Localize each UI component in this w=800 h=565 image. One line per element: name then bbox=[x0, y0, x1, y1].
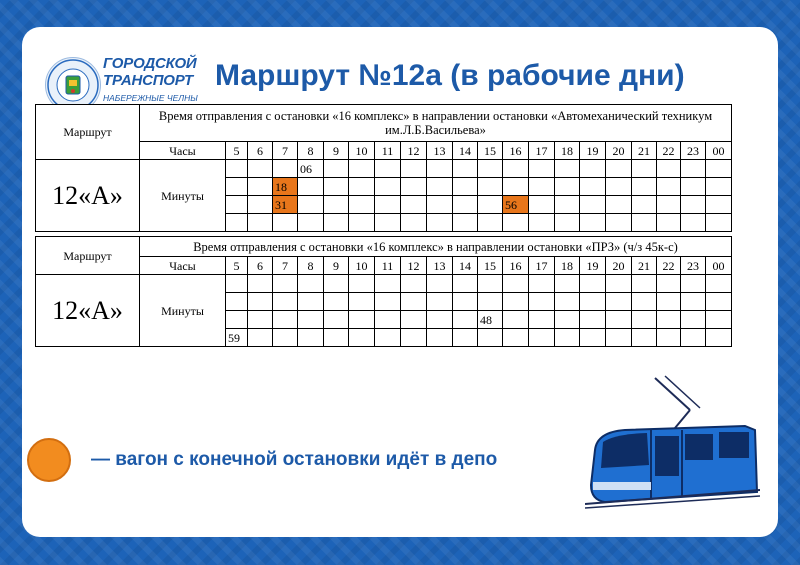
hour-cell: 11 bbox=[375, 142, 401, 160]
minute-cell bbox=[349, 293, 375, 311]
minute-cell bbox=[324, 178, 349, 196]
minute-cell bbox=[706, 311, 732, 329]
minutes-label: Минуты bbox=[140, 160, 226, 232]
logo-line-2: ТРАНСПОРТ bbox=[103, 72, 193, 89]
minute-cell bbox=[657, 178, 681, 196]
minute-cell bbox=[273, 214, 298, 232]
minute-cell bbox=[529, 311, 555, 329]
minute-cell bbox=[273, 329, 298, 347]
minute-cell bbox=[657, 196, 681, 214]
minute-cell bbox=[606, 293, 632, 311]
minute-cell bbox=[324, 329, 349, 347]
hours-label: Часы bbox=[140, 257, 226, 275]
hour-cell: 15 bbox=[478, 257, 503, 275]
minute-cell bbox=[706, 196, 732, 214]
minute-cell bbox=[657, 160, 681, 178]
minute-cell bbox=[453, 160, 478, 178]
minute-cell bbox=[632, 196, 657, 214]
minute-cell bbox=[427, 178, 453, 196]
minutes-label: Минуты bbox=[140, 275, 226, 347]
minute-cell bbox=[349, 329, 375, 347]
minute-cell bbox=[401, 196, 427, 214]
minute-cell bbox=[324, 275, 349, 293]
minute-cell bbox=[606, 214, 632, 232]
minute-cell bbox=[226, 160, 248, 178]
logo-line-1: ГОРОДСКОЙ bbox=[103, 55, 197, 72]
minute-cell bbox=[529, 178, 555, 196]
minute-cell bbox=[478, 329, 503, 347]
minute-cell bbox=[401, 178, 427, 196]
minute-cell bbox=[681, 275, 706, 293]
minute-cell bbox=[632, 214, 657, 232]
tram-icon bbox=[585, 370, 760, 510]
minute-cell bbox=[427, 196, 453, 214]
minute-cell bbox=[349, 311, 375, 329]
route-header: Маршрут bbox=[36, 237, 140, 275]
hour-cell: 5 bbox=[226, 257, 248, 275]
minute-cell bbox=[606, 178, 632, 196]
minute-cell bbox=[529, 214, 555, 232]
hour-cell: 18 bbox=[555, 142, 580, 160]
minute-cell bbox=[453, 329, 478, 347]
minute-cell bbox=[298, 196, 324, 214]
minute-cell bbox=[298, 178, 324, 196]
schedule-table-2 bbox=[35, 236, 732, 347]
hour-cell: 8 bbox=[298, 257, 324, 275]
minute-cell bbox=[555, 311, 580, 329]
minute-cell bbox=[427, 160, 453, 178]
minute-cell bbox=[503, 329, 529, 347]
minute-cell bbox=[298, 293, 324, 311]
hour-cell: 18 bbox=[555, 257, 580, 275]
minute-cell bbox=[529, 196, 555, 214]
minute-cell bbox=[657, 329, 681, 347]
minute-cell bbox=[681, 329, 706, 347]
minute-cell bbox=[324, 196, 349, 214]
minute-cell bbox=[324, 214, 349, 232]
minute-cell bbox=[248, 293, 273, 311]
hour-cell: 19 bbox=[580, 257, 606, 275]
hour-cell: 19 bbox=[580, 142, 606, 160]
minute-cell bbox=[681, 293, 706, 311]
minute-cell bbox=[529, 160, 555, 178]
minute-cell bbox=[706, 178, 732, 196]
minute-cell bbox=[248, 329, 273, 347]
minute-cell bbox=[248, 178, 273, 196]
minute-cell bbox=[375, 196, 401, 214]
minute-cell bbox=[349, 160, 375, 178]
minute-cell bbox=[478, 178, 503, 196]
minute-cell bbox=[273, 311, 298, 329]
hour-cell: 10 bbox=[349, 142, 375, 160]
minute-cell bbox=[453, 275, 478, 293]
minute-cell bbox=[580, 329, 606, 347]
minute-cell bbox=[248, 311, 273, 329]
minute-cell bbox=[375, 178, 401, 196]
hour-cell: 9 bbox=[324, 257, 349, 275]
hour-cell: 10 bbox=[349, 257, 375, 275]
minute-cell bbox=[555, 196, 580, 214]
minute-cell bbox=[401, 160, 427, 178]
hour-cell: 6 bbox=[248, 142, 273, 160]
minute-cell bbox=[273, 293, 298, 311]
minute-cell bbox=[226, 178, 248, 196]
minute-cell bbox=[580, 275, 606, 293]
hour-cell: 23 bbox=[681, 257, 706, 275]
minute-cell bbox=[503, 311, 529, 329]
hour-cell: 16 bbox=[503, 257, 529, 275]
hour-cell: 12 bbox=[401, 257, 427, 275]
minute-cell bbox=[580, 311, 606, 329]
minute-cell bbox=[298, 329, 324, 347]
minute-cell bbox=[298, 275, 324, 293]
minute-cell bbox=[324, 160, 349, 178]
minute-cell bbox=[555, 275, 580, 293]
minute-cell bbox=[298, 311, 324, 329]
route-number: 12«А» bbox=[36, 160, 140, 232]
minute-cell bbox=[580, 293, 606, 311]
hour-cell: 22 bbox=[657, 257, 681, 275]
minute-cell bbox=[606, 329, 632, 347]
hour-cell: 17 bbox=[529, 257, 555, 275]
schedule-table-1 bbox=[35, 104, 732, 232]
minute-cell bbox=[503, 160, 529, 178]
minute-cell bbox=[606, 196, 632, 214]
minute-cell bbox=[478, 293, 503, 311]
hour-cell: 17 bbox=[529, 142, 555, 160]
minute-cell bbox=[503, 275, 529, 293]
minute-cell bbox=[681, 196, 706, 214]
minute-cell bbox=[478, 214, 503, 232]
minute-cell bbox=[555, 178, 580, 196]
minute-cell bbox=[273, 275, 298, 293]
minute-cell bbox=[555, 214, 580, 232]
legend-text: — вагон с конечной остановки идёт в депо bbox=[91, 449, 498, 470]
minute-cell bbox=[427, 311, 453, 329]
minute-cell bbox=[580, 160, 606, 178]
minute-cell bbox=[632, 293, 657, 311]
hour-cell: 12 bbox=[401, 142, 427, 160]
minute-cell: 59 bbox=[226, 329, 248, 347]
minute-cell bbox=[657, 293, 681, 311]
minute-cell bbox=[375, 275, 401, 293]
minute-cell: 31 bbox=[273, 196, 298, 214]
minute-cell: 56 bbox=[503, 196, 529, 214]
hour-cell: 5 bbox=[226, 142, 248, 160]
minute-cell bbox=[349, 196, 375, 214]
minute-cell bbox=[681, 178, 706, 196]
hour-cell: 00 bbox=[706, 257, 732, 275]
minute-cell bbox=[478, 160, 503, 178]
minute-cell bbox=[324, 311, 349, 329]
minute-cell bbox=[606, 275, 632, 293]
minute-cell bbox=[226, 311, 248, 329]
minute-cell bbox=[529, 275, 555, 293]
minute-cell bbox=[632, 311, 657, 329]
minute-cell bbox=[529, 293, 555, 311]
hour-cell: 14 bbox=[453, 257, 478, 275]
minute-cell bbox=[632, 275, 657, 293]
hour-cell: 22 bbox=[657, 142, 681, 160]
minute-cell bbox=[478, 275, 503, 293]
minute-cell bbox=[706, 214, 732, 232]
minute-cell bbox=[706, 293, 732, 311]
logo-line-3: НАБЕРЕЖНЫЕ ЧЕЛНЫ bbox=[103, 93, 198, 103]
minute-cell bbox=[632, 329, 657, 347]
minute-cell bbox=[226, 293, 248, 311]
minute-cell bbox=[453, 293, 478, 311]
minute-cell bbox=[503, 214, 529, 232]
direction-header: Время отправления с остановки «16 комплекс» в направлении остановки «Автомеханический техникум им.Л.Б.Васильева» bbox=[140, 105, 732, 142]
minute-cell: 18 bbox=[273, 178, 298, 196]
hour-cell: 7 bbox=[273, 142, 298, 160]
minute-cell bbox=[427, 275, 453, 293]
direction-header: Время отправления с остановки «16 комплекс» в направлении остановки «ПРЗ» (ч/з 45к-с) bbox=[140, 237, 732, 257]
minute-cell bbox=[681, 160, 706, 178]
minute-cell bbox=[453, 214, 478, 232]
minute-cell bbox=[298, 214, 324, 232]
minute-cell bbox=[226, 275, 248, 293]
hour-cell: 11 bbox=[375, 257, 401, 275]
minute-cell bbox=[401, 214, 427, 232]
hour-cell: 00 bbox=[706, 142, 732, 160]
minute-cell bbox=[427, 293, 453, 311]
minute-cell bbox=[324, 293, 349, 311]
minute-cell bbox=[427, 329, 453, 347]
hour-cell: 6 bbox=[248, 257, 273, 275]
hour-cell: 13 bbox=[427, 257, 453, 275]
minute-cell bbox=[349, 214, 375, 232]
minute-cell bbox=[529, 329, 555, 347]
minute-cell bbox=[606, 160, 632, 178]
minute-cell bbox=[401, 293, 427, 311]
hours-label: Часы bbox=[140, 142, 226, 160]
hour-cell: 14 bbox=[453, 142, 478, 160]
minute-cell bbox=[453, 311, 478, 329]
minute-cell bbox=[657, 214, 681, 232]
hour-cell: 20 bbox=[606, 257, 632, 275]
minute-cell bbox=[503, 178, 529, 196]
minute-cell bbox=[606, 311, 632, 329]
hour-cell: 7 bbox=[273, 257, 298, 275]
minute-cell bbox=[349, 178, 375, 196]
minute-cell: 06 bbox=[298, 160, 324, 178]
minute-cell bbox=[375, 311, 401, 329]
minute-cell bbox=[632, 160, 657, 178]
minute-cell bbox=[706, 275, 732, 293]
minute-cell bbox=[248, 196, 273, 214]
minute-cell: 48 bbox=[478, 311, 503, 329]
minute-cell bbox=[453, 178, 478, 196]
hour-cell: 21 bbox=[632, 257, 657, 275]
hour-cell: 15 bbox=[478, 142, 503, 160]
minute-cell bbox=[375, 160, 401, 178]
orange-circle-icon bbox=[27, 438, 71, 482]
minute-cell bbox=[580, 214, 606, 232]
minute-cell bbox=[226, 214, 248, 232]
route-header: Маршрут bbox=[36, 105, 140, 160]
minute-cell bbox=[503, 293, 529, 311]
minute-cell bbox=[555, 160, 580, 178]
minute-cell bbox=[478, 196, 503, 214]
minute-cell bbox=[632, 178, 657, 196]
minute-cell bbox=[555, 329, 580, 347]
page-title: Маршрут №12а (в рабочие дни) bbox=[215, 59, 685, 92]
minute-cell bbox=[349, 275, 375, 293]
minute-cell bbox=[453, 196, 478, 214]
minute-cell bbox=[401, 329, 427, 347]
minute-cell bbox=[555, 293, 580, 311]
minute-cell bbox=[706, 329, 732, 347]
hour-cell: 23 bbox=[681, 142, 706, 160]
minute-cell bbox=[248, 275, 273, 293]
hour-cell: 13 bbox=[427, 142, 453, 160]
minute-cell bbox=[657, 311, 681, 329]
route-number: 12«А» bbox=[36, 275, 140, 347]
minute-cell bbox=[706, 160, 732, 178]
hour-cell: 21 bbox=[632, 142, 657, 160]
minute-cell bbox=[375, 293, 401, 311]
minute-cell bbox=[657, 275, 681, 293]
minute-cell bbox=[681, 214, 706, 232]
minute-cell bbox=[248, 214, 273, 232]
minute-cell bbox=[401, 311, 427, 329]
hour-cell: 8 bbox=[298, 142, 324, 160]
hour-cell: 16 bbox=[503, 142, 529, 160]
hour-cell: 9 bbox=[324, 142, 349, 160]
hour-cell: 20 bbox=[606, 142, 632, 160]
minute-cell bbox=[375, 329, 401, 347]
minute-cell bbox=[273, 160, 298, 178]
minute-cell bbox=[375, 214, 401, 232]
minute-cell bbox=[580, 178, 606, 196]
minute-cell bbox=[580, 196, 606, 214]
minute-cell bbox=[427, 214, 453, 232]
minute-cell bbox=[681, 311, 706, 329]
minute-cell bbox=[248, 160, 273, 178]
minute-cell bbox=[401, 275, 427, 293]
minute-cell bbox=[226, 196, 248, 214]
